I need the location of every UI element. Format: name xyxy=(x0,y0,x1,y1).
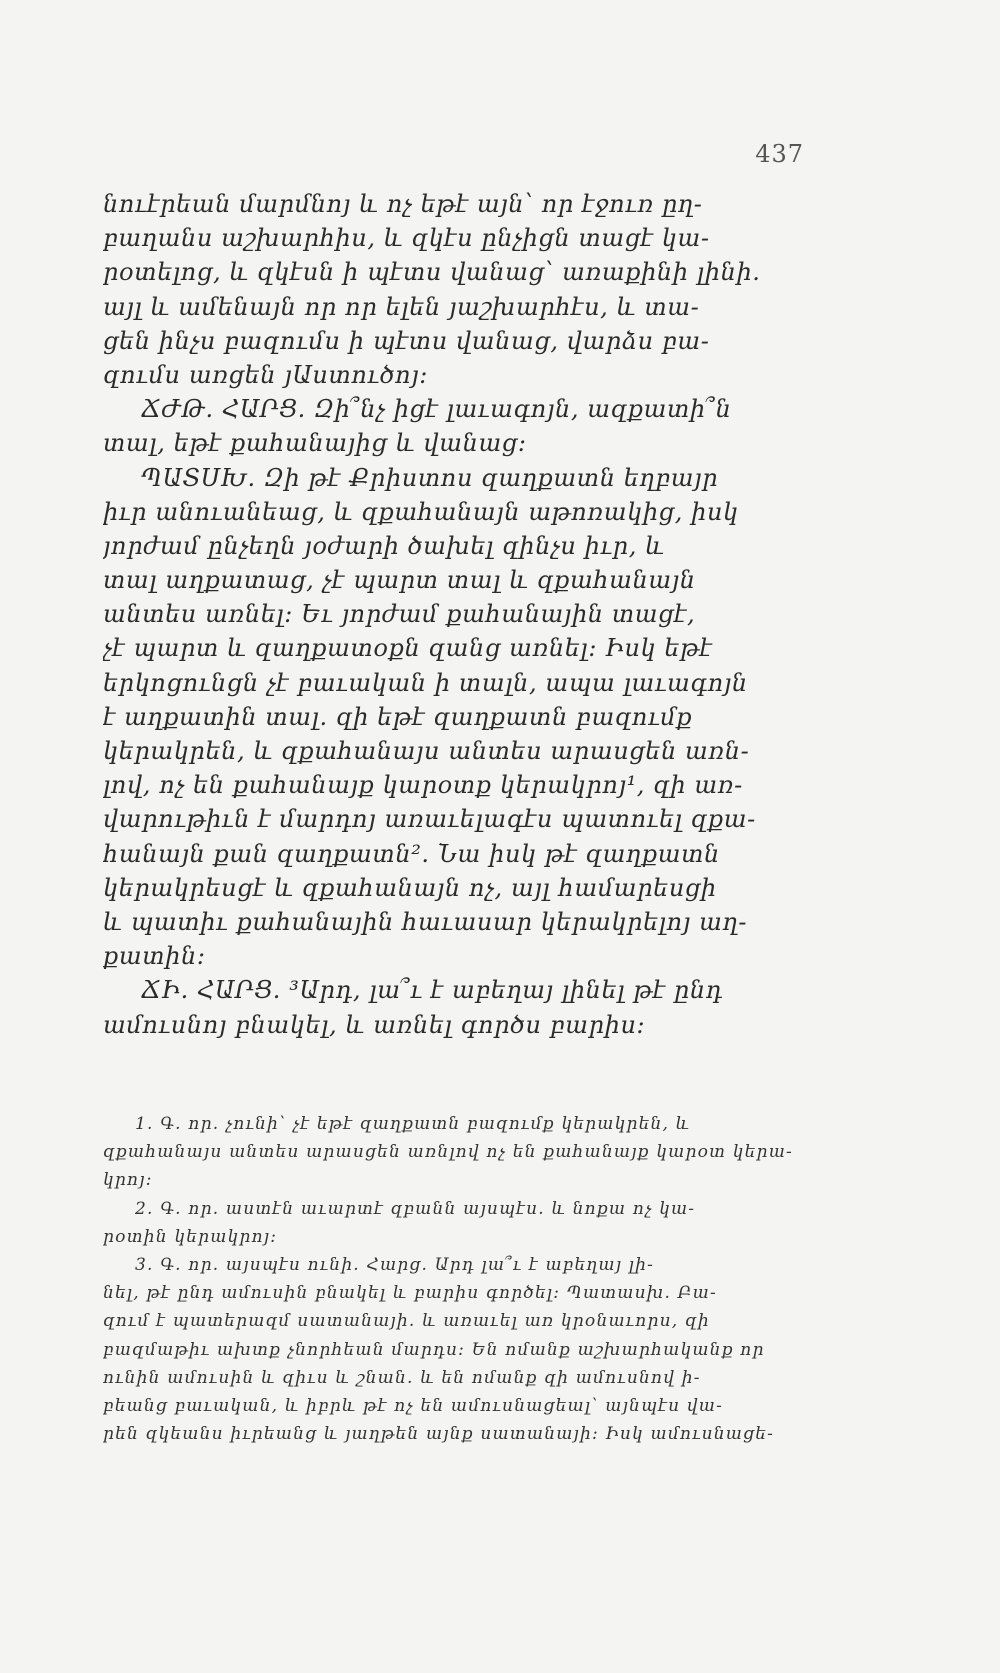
text-line: յորժամ ընչեղն յօժարի ծախել զինչս իւր, և xyxy=(103,531,665,560)
text-line: և պատիւ քահանային հաւասար կերակրելոյ աղ- xyxy=(103,907,748,936)
text-line: կերակրեսցէ և զքահանայն ոչ, այլ համարեսցի xyxy=(103,873,717,902)
text-line: իւր անուանեաց, և զքահանայն աթոռակից, իսկ xyxy=(103,497,739,526)
footnote-line: նել, թէ ընդ ամուսին բնակել և բարիս գործել։ Պատասխ. Բա- xyxy=(103,1283,717,1304)
page-number: 437 xyxy=(755,140,804,168)
footnote-line: րեն զկեանս իւրեանց և յաղթեն այնք սատանայի։ Իսկ ամուսնացե- xyxy=(103,1424,775,1445)
footnote-line: զքահանայս անտես արասցեն առնլով ոչ են քահանայք կարօտ կերա- xyxy=(103,1142,793,1163)
text-line: երկոցունցն չէ բաւական ի տալն, ապա լաւագոյն xyxy=(103,668,748,697)
text-line: այլ և ամենայն որ որ ելեն յաշխարհէս, և տա- xyxy=(103,292,700,321)
text-line: ՃԻ. ՀԱՐՑ. ³Արդ, լա՞ւ է աբեղայ լինել թէ ընդ xyxy=(141,976,723,1005)
text-line: ամուսնոյ բնակել, և առնել գործս բարիս։ xyxy=(103,1010,646,1039)
text-line: չէ պարտ և զաղքատօքն զանց առնել։ Իսկ եթէ xyxy=(103,634,713,663)
footnote-line: բեանց բաւական, և իբրև թէ ոչ են ամուսնացեալ՝ այնպէս վա- xyxy=(103,1395,724,1416)
footnotes xyxy=(103,1110,803,1448)
text-line: բաղանս աշխարհիս, և զկէս ընչիցն տացէ կա- xyxy=(103,224,710,253)
text-line: կերակրեն, և զքահանայս անտես արասցեն առն- xyxy=(103,737,750,765)
text-line: տալ աղքատաց, չէ պարտ տալ և զքահանայն xyxy=(103,566,696,595)
text-line: է աղքատին տալ. զի եթէ զաղքատն բազումք xyxy=(103,702,693,731)
text-line: հանայն քան զաղքատն². Նա իսկ թէ զաղքատն xyxy=(103,839,720,868)
main-text-body xyxy=(103,187,803,1042)
footnote-line: բազմաթիւ ախտք չնորհեան մարդս։ Են ոմանք աշխարհականք որ xyxy=(103,1339,765,1360)
text-line: զումս առցեն յԱստուծոյ։ xyxy=(103,360,429,389)
text-line: ՊԱՏՍԽ. Զի թէ Քրիստոս զաղքատն եղբայր xyxy=(141,463,719,492)
text-line: քատին։ xyxy=(103,942,206,971)
text-line: վարութիւն է մարդոյ առաւելագէս պատուել զքա- xyxy=(103,805,756,834)
text-line: լով, ոչ են քահանայք կարօտք կերակրոյ¹, զի առ- xyxy=(103,771,743,800)
text-line: ՃԺԹ. ՀԱՐՑ. Զի՞նչ իցէ լաւագոյն, ազքատի՞ն xyxy=(141,395,732,424)
text-line: ցեն ինչս բազումս ի պէտս վանաց, վարձս բա- xyxy=(103,326,710,355)
text-line: րօտելոց, և զկէսն ի պէտս վանաց՝ առաքինի լինի. xyxy=(103,258,761,287)
footnote-line: րօտին կերակրոյ։ xyxy=(103,1226,278,1247)
footnote-line: 2. Գ. որ. աստէն աւարտէ զբանն այսպէս. և նոքա ոչ կա- xyxy=(135,1198,696,1219)
footnote-line: 3. Գ. որ. այսպէս ունի. Հարց. Արդ լա՞ւ է աբեղայ լի- xyxy=(135,1254,655,1275)
footnote-line: զում է պատերազմ սատանայի. և առաւել առ կրօնաւորս, զի xyxy=(103,1311,710,1332)
footnote-line: կրոյ։ xyxy=(103,1170,153,1191)
text-line: տալ, եթէ քահանայից և վանաց։ xyxy=(103,429,527,458)
text-line: նուէրեան մարմնոյ և ոչ եթէ այն՝ որ էջուռ ըղ- xyxy=(103,190,703,218)
text-line: անտես առնել։ Եւ յորժամ քահանային տացէ, xyxy=(103,600,696,629)
footnote-line: 1. Գ. որ. չունի՝ չէ եթէ զաղքատն բազումք կերակրեն, և xyxy=(135,1114,691,1134)
footnote-line: ունին ամուսին և զիւս և շնան. և են ոմանք զի ամուսնով ի- xyxy=(103,1367,701,1388)
